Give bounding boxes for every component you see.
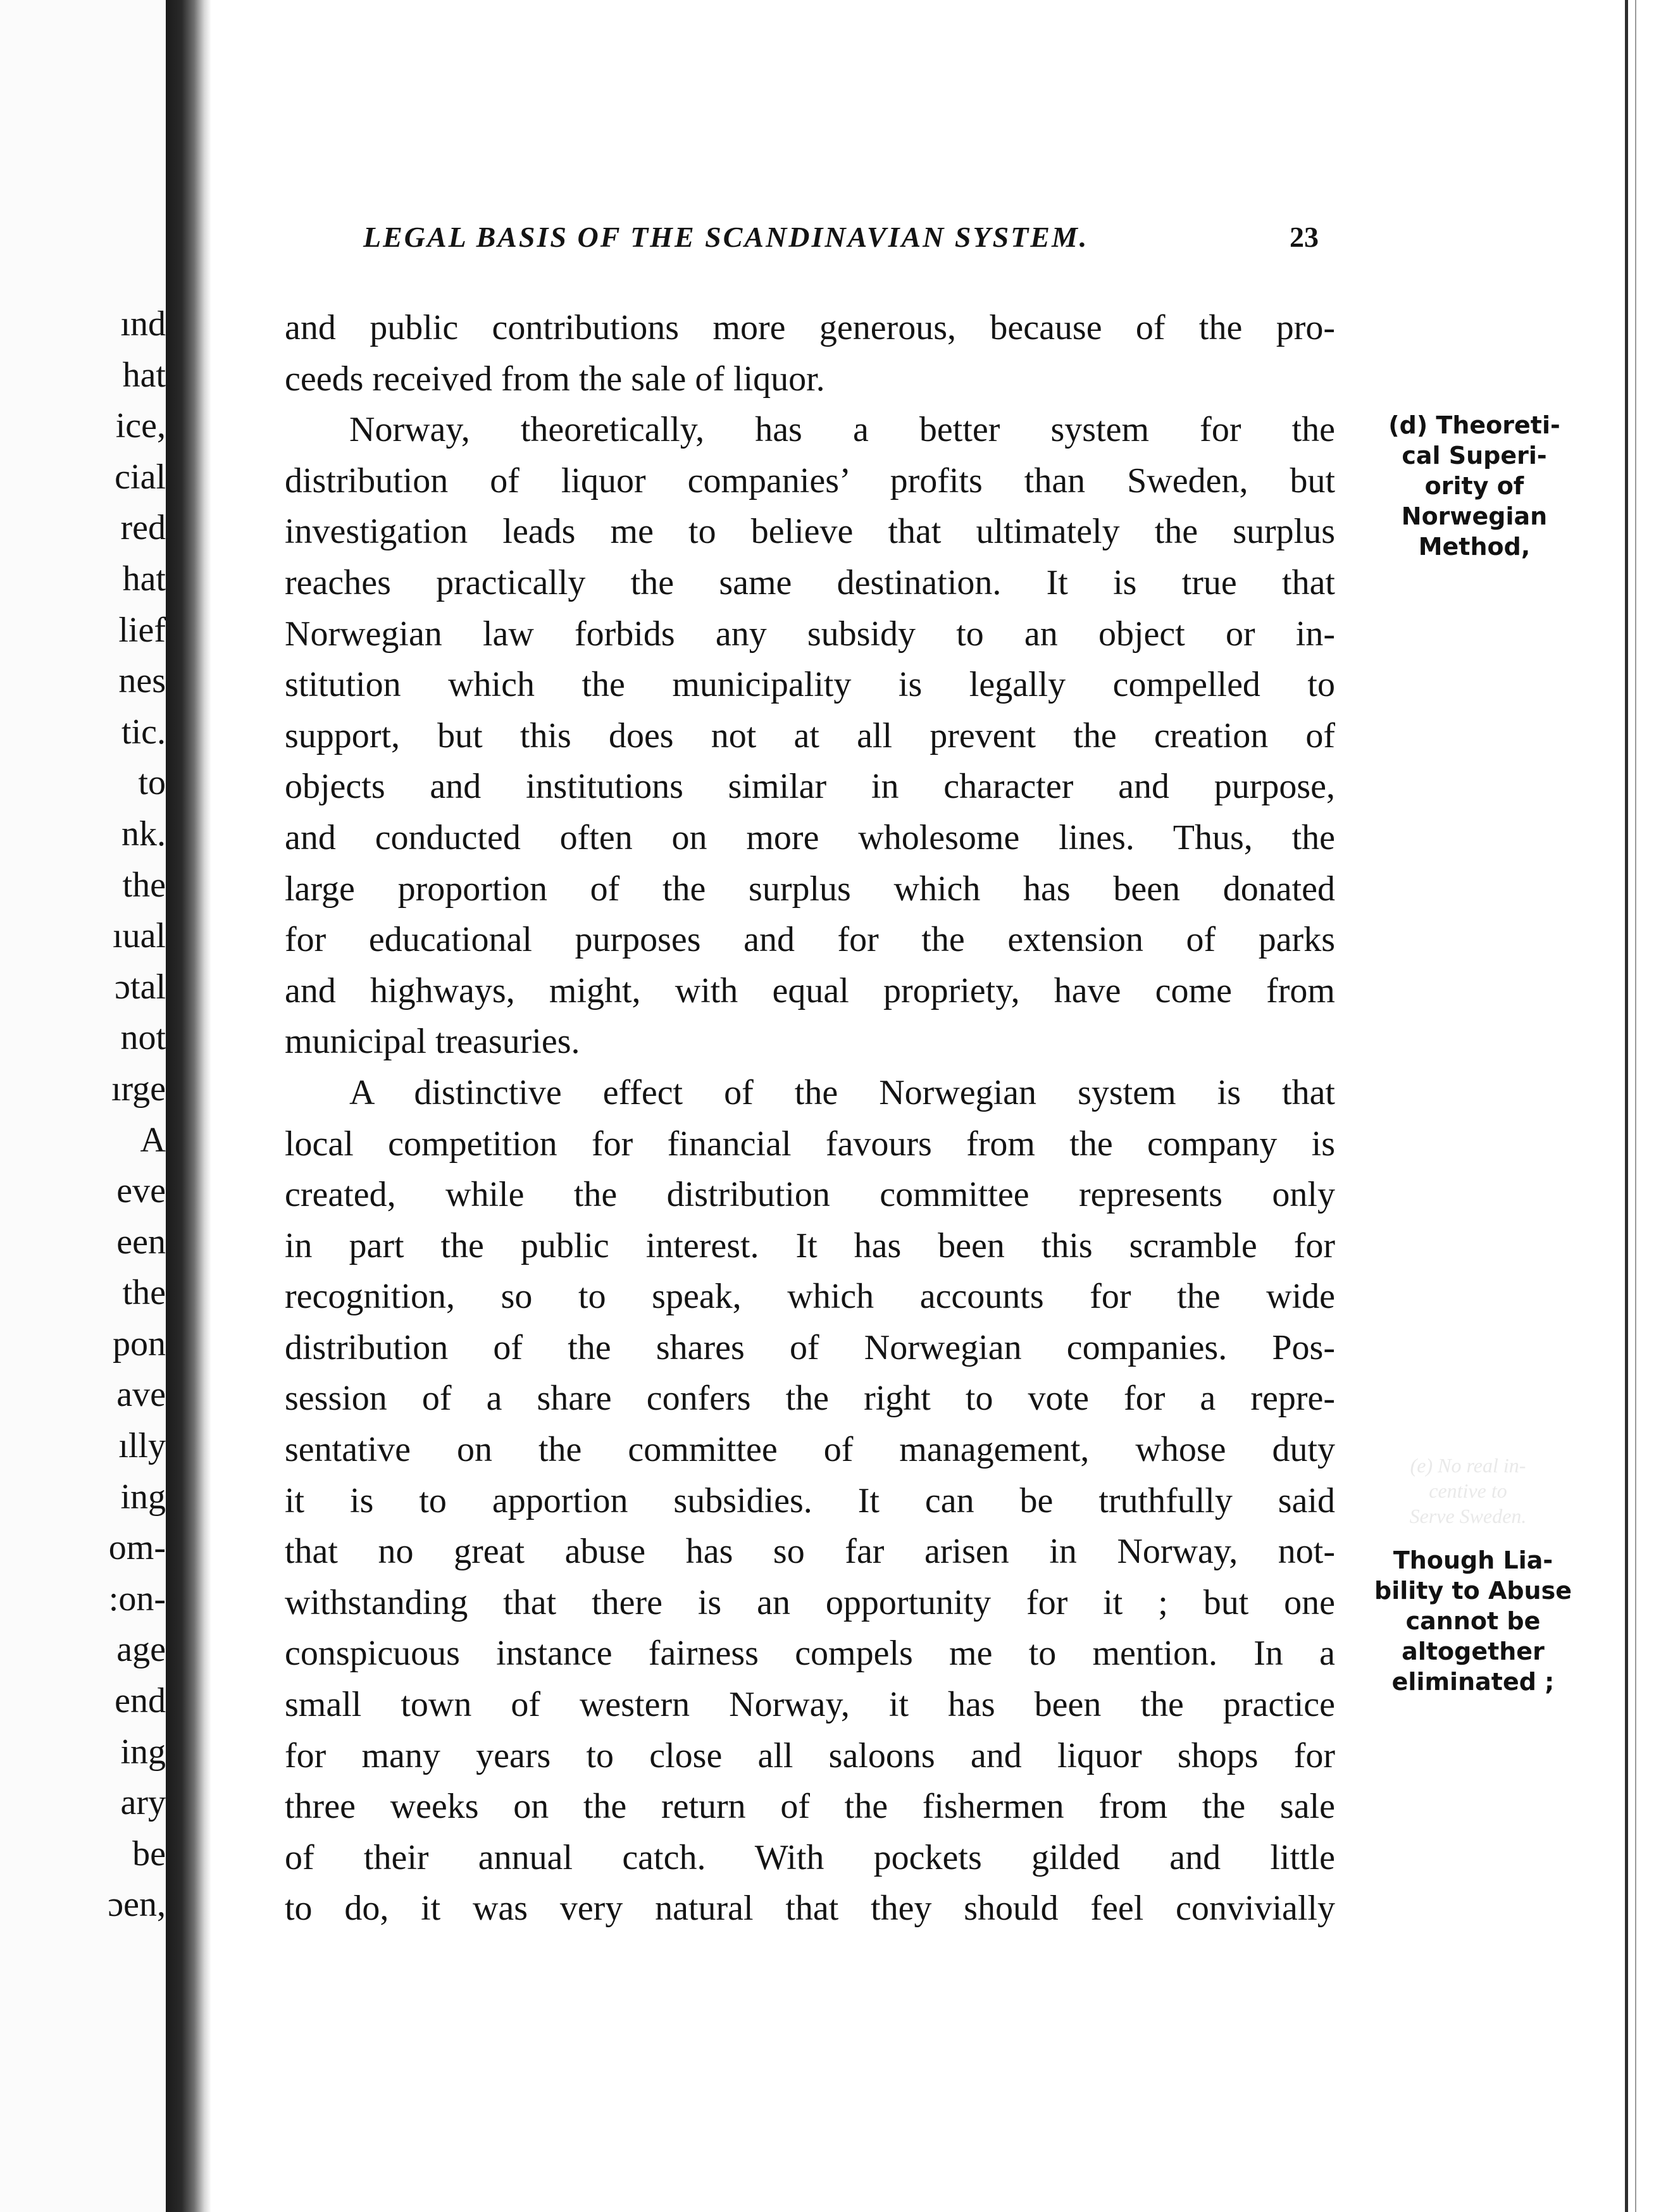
margin-note-line: altogether — [1402, 1637, 1545, 1665]
facing-page-fragment: ing — [120, 1477, 166, 1517]
facing-page-fragment: eve — [116, 1171, 166, 1211]
text-line: and public contributions more generous, because of the pro- — [285, 308, 1335, 347]
margin-note-line: Norwegian — [1401, 502, 1548, 530]
margin-note-line: cannot be — [1405, 1607, 1541, 1635]
facing-page-fragment: the — [122, 1273, 166, 1313]
facing-page-fragment: ary — [120, 1783, 166, 1823]
text-line: distribution of liquor companies’ profits than Sweden, but — [285, 461, 1335, 500]
running-header-title: LEGAL BASIS OF THE SCANDINAVIAN SYSTEM. — [363, 221, 1089, 253]
bleed-through-line: Serve Sweden. — [1409, 1505, 1527, 1527]
facing-page-fragment: pon — [113, 1324, 166, 1364]
text-line: conspicuous instance fairness compels me to mention. In a — [285, 1634, 1335, 1674]
body-text — [285, 302, 1335, 1934]
margin-note-line: cal Superi- — [1402, 442, 1547, 469]
text-line: A distinctive effect of the Norwegian system is that — [349, 1072, 1335, 1112]
margin-note-line: Though Lia- — [1393, 1546, 1553, 1574]
text-line: created, while the distribution committee represents only — [285, 1175, 1335, 1215]
facing-page-fragment: cial — [115, 457, 166, 497]
facing-page-fragment: ɔen, — [108, 1885, 166, 1925]
text-line: stitution which the municipality is legally compelled to — [285, 665, 1335, 705]
margin-note-line: ority of — [1424, 472, 1524, 500]
bleed-through-line: centive to — [1429, 1479, 1507, 1502]
facing-page-fragment: een — [116, 1222, 166, 1262]
facing-page-fragment: red — [120, 508, 166, 548]
facing-page-fragment: the — [122, 865, 166, 905]
facing-page-fragment: nes — [118, 661, 166, 701]
text-line: local competition for financial favours from the company is — [285, 1124, 1335, 1164]
facing-page-fragment: age — [116, 1630, 166, 1670]
text-line: objects and institutions similar in character and purpose, — [285, 767, 1335, 807]
facing-page-fragment: ılly — [118, 1426, 166, 1466]
text-line: of their annual catch. With pockets gilded and little — [285, 1837, 1335, 1877]
page-edge — [1601, 0, 1673, 2212]
margin-note-line: (d) Theoreti- — [1388, 411, 1560, 439]
facing-page-fragment: om- — [108, 1528, 166, 1568]
margin-note-line: Method, — [1418, 533, 1531, 561]
text-line: distribution of the shares of Norwegian companies. Pos- — [285, 1327, 1335, 1367]
margin-note-theoretical-superiority — [1367, 410, 1582, 562]
margin-note-liability-to-abuse — [1365, 1545, 1581, 1697]
facing-page-fragment: not — [120, 1018, 166, 1058]
facing-page-fragment: :on- — [108, 1579, 166, 1619]
text-line: and conducted often on more wholesome lines. Thus, the — [285, 817, 1335, 857]
book-gutter-shadow — [166, 0, 211, 2212]
bleed-through-text — [1360, 1453, 1576, 1529]
text-line: recognition, so to speak, which accounts for the wide — [285, 1277, 1335, 1317]
text-line: Norwegian law forbids any subsidy to an object or in- — [285, 614, 1335, 654]
facing-page-fragment: A — [140, 1120, 166, 1160]
facing-page-edge — [0, 0, 172, 2212]
text-line: for many years to close all saloons and liquor shops for — [285, 1736, 1335, 1775]
text-line: and highways, might, with equal propriety, have come from — [285, 971, 1335, 1010]
bleed-through-line: (e) No real in- — [1410, 1454, 1526, 1477]
text-line: to do, it was very natural that they should feel convivially — [285, 1889, 1335, 1929]
text-line: large proportion of the surplus which has been donated — [285, 869, 1335, 909]
text-line: support, but this does not at all prevent the creation of — [285, 716, 1335, 755]
facing-page-fragment: ɔtal — [115, 967, 166, 1007]
facing-page-fragment: nk. — [121, 814, 166, 854]
facing-page-fragment: lief — [118, 610, 166, 650]
text-line: for educational purposes and for the extension of parks — [285, 920, 1335, 960]
facing-page-fragment: hat — [122, 355, 166, 395]
text-line: in part the public interest. It has been this scramble for — [285, 1226, 1335, 1265]
text-line: session of a share confers the right to vote for a repre- — [285, 1379, 1335, 1419]
facing-page-fragment: tic. — [121, 712, 166, 752]
margin-note-line: eliminated ; — [1391, 1668, 1555, 1696]
facing-page-fragment: ırge — [111, 1069, 166, 1109]
facing-page-fragment: be — [132, 1834, 166, 1873]
facing-page-fragment: ice, — [115, 406, 166, 446]
text-line: reaches practically the same destination. It is true that — [285, 562, 1335, 602]
page-number: 23 — [1290, 221, 1319, 253]
text-line: it is to apportion subsidies. It can be truthfully said — [285, 1481, 1335, 1520]
margin-note-line: bility to Abuse — [1374, 1577, 1572, 1605]
text-line: ceeds received from the sale of liquor. — [285, 359, 825, 399]
text-line: investigation leads me to believe that ultimately the surplus — [285, 512, 1335, 552]
running-header — [363, 220, 1319, 264]
page-edge-line-secondary — [1635, 0, 1636, 2212]
facing-page-fragment: hat — [122, 559, 166, 599]
text-line: three weeks on the return of the fishermen from the sale — [285, 1787, 1335, 1827]
facing-page-fragment: ing — [120, 1732, 166, 1772]
text-line: small town of western Norway, it has been the practice — [285, 1685, 1335, 1725]
facing-page-fragment: ıual — [113, 916, 166, 956]
facing-page-fragment: ınd — [120, 304, 166, 344]
facing-page-fragment: ave — [116, 1375, 166, 1415]
facing-page-fragment: end — [115, 1681, 166, 1721]
text-line: that no great abuse has so far arisen in Norway, not- — [285, 1532, 1335, 1572]
text-line: withstanding that there is an opportunity for it ; but one — [285, 1582, 1335, 1622]
text-line: sentative on the committee of management, whose duty — [285, 1430, 1335, 1470]
facing-page-text-fragments — [0, 299, 166, 1930]
text-line: Norway, theoretically, has a better system for the — [349, 410, 1335, 450]
facing-page-fragment: to — [138, 763, 166, 803]
text-line: municipal treasuries. — [285, 1022, 580, 1062]
page-edge-line — [1625, 0, 1628, 2212]
